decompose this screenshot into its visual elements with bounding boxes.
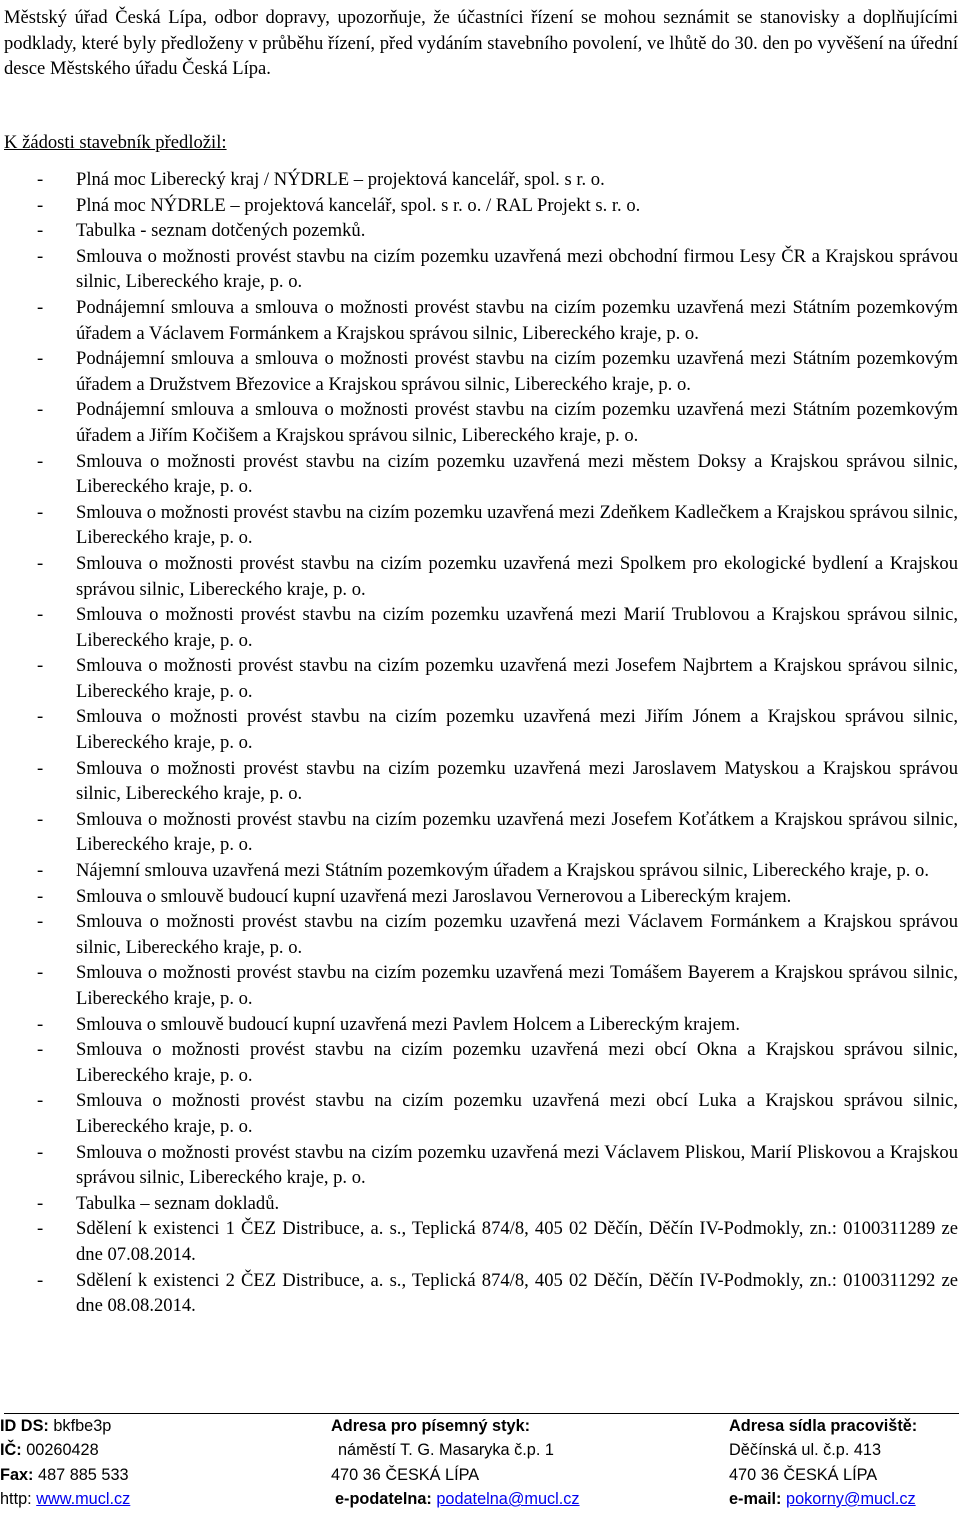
list-item [0, 602, 960, 653]
list-item-text: Tabulka - seznam dotčených pozemků. [76, 220, 366, 242]
list-item [0, 960, 960, 1011]
list-item-text: Plná moc NÝDRLE – projektová kancelář, spol. s r. o. / RAL Projekt s. r. o. [76, 194, 641, 216]
e-podatelna: e-podatelna: podatelna@mucl.cz [335, 1489, 580, 1508]
list-item [0, 1191, 960, 1217]
list-item-text: Sdělení k existenci 2 ČEZ Distribuce, a. s., Teplická 874/8, 405 02 Děčín, Děčín IV-Podmokly, zn.: 0100311292 ze dne 08.08.2014. [76, 1269, 958, 1317]
list-item-text: Smlouva o možnosti provést stavbu na cizím pozemku uzavřená mezi Spolkem pro ekologické bydlení a Krajskou správou silnic, Libereckého kraje, p. o. [76, 552, 958, 600]
fax-number: Fax: 487 885 533 [0, 1465, 129, 1484]
list-dash: - [37, 655, 44, 677]
list-item [0, 807, 960, 858]
list-dash: - [37, 501, 44, 523]
postal-address-heading: Adresa pro písemný styk: [331, 1417, 531, 1435]
email: e-mail: pokorny@mucl.cz [729, 1489, 916, 1508]
list-dash: - [37, 911, 44, 933]
list-item [0, 218, 960, 244]
footer-row [0, 1463, 959, 1487]
list-item [0, 397, 960, 448]
list-dash: - [37, 1192, 44, 1214]
list-dash: - [37, 1013, 44, 1035]
office-address-city: 470 36 ČESKÁ LÍPA [729, 1465, 878, 1484]
list-item [0, 1012, 960, 1038]
list-item [0, 193, 960, 219]
list-dash: - [37, 757, 44, 779]
list-item-text: Smlouva o možnosti provést stavbu na cizím pozemku uzavřená mezi Václavem Formánkem a Krajskou správou silnic, Libereckého kraje, p. o. [76, 911, 958, 958]
footer-row [0, 1438, 959, 1462]
list-dash: - [37, 399, 44, 421]
list-dash: - [37, 885, 44, 907]
list-dash: - [37, 1090, 44, 1112]
list-item-text: Smlouva o možnosti provést stavbu na cizím pozemku uzavřená mezi Josefem Koťátkem a Krajskou správou silnic, Libereckého kraje, p. o. [76, 808, 958, 856]
intro-paragraph: Městský úřad Česká Lípa, odbor dopravy, upozorňuje, že účastníci řízení se mohou seznámit se stanovisky a doplňujícími podklady, které byly předloženy v průběhu řízení, před vydáním stavebního povolení, ve lhůtě do 30. den po vyvěšení na úřední desce Městského úřadu Česká Lípa. [4, 7, 958, 80]
list-dash: - [37, 1039, 44, 1061]
list-item [0, 1088, 960, 1139]
company-id: IČ: 00260428 [0, 1441, 99, 1460]
list-item [0, 1140, 960, 1191]
footer-row [0, 1487, 959, 1511]
list-dash: - [37, 194, 44, 216]
list-dash: - [37, 552, 44, 574]
office-address-street: Děčínská ul. č.p. 413 [729, 1441, 882, 1460]
list-item-text: Sdělení k existenci 1 ČEZ Distribuce, a. s., Teplická 874/8, 405 02 Děčín, Děčín IV-Podmokly, zn.: 0100311289 ze dne 07.08.2014. [76, 1218, 958, 1265]
list-item-text: Smlouva o možnosti provést stavbu na cizím pozemku uzavřená mezi Jiřím Jónem a Krajskou správou silnic, Libereckého kraje, p. o. [76, 706, 958, 754]
list-item [0, 449, 960, 500]
email-link[interactable]: pokorny@mucl.cz [786, 1489, 916, 1508]
list-item [0, 704, 960, 755]
list-item-text: Smlouva o možnosti provést stavbu na cizím pozemku uzavřená mezi městem Doksy a Krajskou správou silnic, Libereckého kraje, p. o. [76, 450, 958, 498]
list-item [0, 909, 960, 960]
list-item-text: Smlouva o možnosti provést stavbu na cizím pozemku uzavřená mezi obcí Luka a Krajskou správou silnic, Libereckého kraje, p. o. [76, 1090, 958, 1137]
list-item [0, 1037, 960, 1088]
list-dash: - [37, 296, 44, 318]
attachments-list [0, 167, 960, 1319]
list-item [0, 295, 960, 346]
list-item-text: Tabulka – seznam dokladů. [76, 1192, 280, 1214]
list-item-text: Podnájemní smlouva a smlouva o možnosti provést stavbu na cizím pozemku uzavřená mezi Státním pozemkovým úřadem a Družstvem Březovice a Krajskou správou silnic, Libereckého kraje, p. o. [76, 348, 958, 395]
data-box-id: ID DS: bkfbe3p [0, 1417, 112, 1435]
list-item-text: Smlouva o možnosti provést stavbu na cizím pozemku uzavřená mezi Marií Trublovou a Krajskou správou silnic, Libereckého kraje, p. o. [76, 604, 958, 651]
list-item [0, 858, 960, 884]
section-heading: K žádosti stavebník předložil: [4, 132, 227, 153]
footer [0, 1413, 959, 1511]
list-item [0, 1216, 960, 1267]
list-item-text: Smlouva o možnosti provést stavbu na cizím pozemku uzavřená mezi Josefem Najbrtem a Krajskou správou silnic, Libereckého kraje, p. o. [76, 655, 958, 702]
list-item [0, 167, 960, 193]
website-link[interactable]: www.mucl.cz [36, 1489, 131, 1508]
list-item [0, 884, 960, 910]
list-item-text: Smlouva o možnosti provést stavbu na cizím pozemku uzavřená mezi Václavem Pliskou, Marií Pliskovou a Krajskou správou silnic, Libereckého kraje, p. o. [76, 1141, 958, 1189]
list-dash: - [37, 1141, 44, 1163]
list-dash: - [37, 604, 44, 626]
e-podatelna-link[interactable]: podatelna@mucl.cz [436, 1489, 580, 1508]
list-dash: - [37, 962, 44, 984]
list-item-text: Smlouva o smlouvě budoucí kupní uzavřená mezi Jaroslavou Vernerovou a Libereckým krajem. [76, 885, 792, 907]
list-item-text: Smlouva o možnosti provést stavbu na cizím pozemku uzavřená mezi Tomášem Bayerem a Krajskou správou silnic, Libereckého kraje, p. o. [76, 962, 958, 1009]
list-item-text: Smlouva o možnosti provést stavbu na cizím pozemku uzavřená mezi Zdeňkem Kadlečkem a Krajskou správou silnic, Libereckého kraje, p. o. [76, 501, 958, 549]
website: http: www.mucl.cz [0, 1489, 131, 1508]
list-item-text: Smlouva o možnosti provést stavbu na cizím pozemku uzavřená mezi obcí Okna a Krajskou správou silnic, Libereckého kraje, p. o. [76, 1039, 958, 1086]
list-dash: - [37, 860, 44, 882]
list-item-text: Plná moc Liberecký kraj / NÝDRLE – projektová kancelář, spol. s r. o. [76, 169, 605, 190]
list-item-text: Podnájemní smlouva a smlouva o možnosti provést stavbu na cizím pozemku uzavřená mezi Státním pozemkovým úřadem a Jiřím Kočišem a Krajskou správou silnic, Libereckého kraje, p. o. [76, 399, 958, 446]
list-dash: - [37, 245, 44, 267]
list-item [0, 500, 960, 551]
postal-address-city: 470 36 ČESKÁ LÍPA [331, 1465, 480, 1484]
list-dash: - [37, 808, 44, 830]
list-item-text: Smlouva o smlouvě budoucí kupní uzavřená mezi Pavlem Holcem a Libereckým krajem. [76, 1013, 741, 1035]
list-item [0, 1268, 960, 1319]
list-dash: - [37, 169, 44, 190]
list-dash: - [37, 348, 44, 370]
list-dash: - [37, 1218, 44, 1240]
office-address-heading: Adresa sídla pracoviště: [729, 1417, 918, 1435]
list-item [0, 346, 960, 397]
list-item [0, 244, 960, 295]
list-item-text: Podnájemní smlouva a smlouva o možnosti provést stavbu na cizím pozemku uzavřená mezi Státním pozemkovým úřadem a Václavem Formánkem a Krajskou správou silnic, Libereckého kraje, p. o. [76, 296, 958, 344]
list-item [0, 653, 960, 704]
list-dash: - [37, 220, 44, 242]
list-item-text: Smlouva o možnosti provést stavbu na cizím pozemku uzavřená mezi obchodní firmou Lesy ČR a Krajskou správou silnic, Libereckého kraje, p. o. [76, 245, 958, 293]
list-dash: - [37, 1269, 44, 1291]
footer-row [0, 1414, 959, 1438]
list-item-text: Smlouva o možnosti provést stavbu na cizím pozemku uzavřená mezi Jaroslavem Matyskou a Krajskou správou silnic, Libereckého kraje, p. o. [76, 757, 958, 805]
postal-address-street: náměstí T. G. Masaryka č.p. 1 [338, 1441, 554, 1460]
list-dash: - [37, 450, 44, 472]
list-item-text: Nájemní smlouva uzavřená mezi Státním pozemkovým úřadem a Krajskou správou silnic, Libereckého kraje, p. o. [76, 860, 929, 882]
list-dash: - [37, 706, 44, 728]
list-item [0, 551, 960, 602]
list-item [0, 756, 960, 807]
